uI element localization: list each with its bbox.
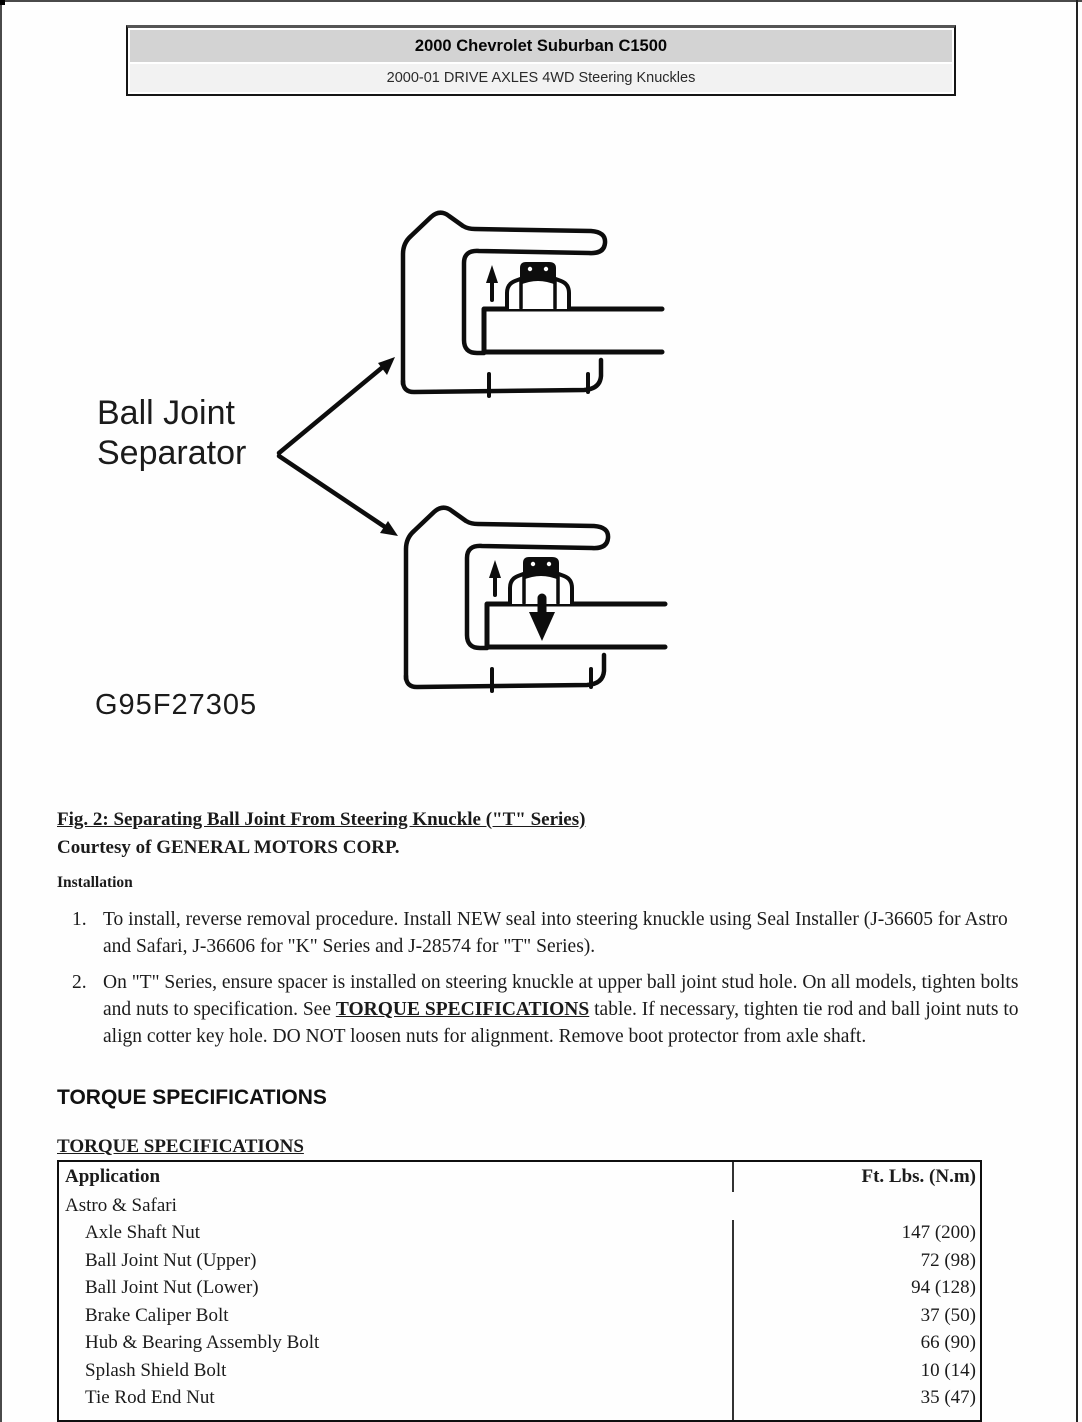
separator-arrow-upper <box>279 366 384 453</box>
corner-square <box>0 0 5 5</box>
table-row <box>59 1302 980 1330</box>
installation-steps <box>72 906 1037 1059</box>
column-header-application: Application <box>65 1166 161 1187</box>
installation-step-1 <box>72 906 1037 960</box>
table-row <box>59 1357 980 1385</box>
step-number: 1. <box>72 909 87 930</box>
ball-joint-nut <box>507 276 569 309</box>
up-arrow-head <box>486 265 498 283</box>
separator-arrow-lower-head <box>380 521 398 536</box>
table-row <box>59 1385 980 1413</box>
application-cell: Brake Caliper Bolt <box>85 1304 229 1326</box>
figure-caption: Fig. 2: Separating Ball Joint From Steering Knuckle ("T" Series) <box>57 809 586 830</box>
table-row <box>59 1330 980 1358</box>
installation-heading: Installation <box>57 874 133 891</box>
step-number: 2. <box>72 972 87 993</box>
application-cell: Axle Shaft Nut <box>85 1222 201 1244</box>
table-filler-row <box>59 1412 980 1422</box>
table-row <box>59 1220 980 1248</box>
figure-label-line2: Separator <box>97 434 247 472</box>
table-header-row <box>59 1162 980 1192</box>
vehicle-header-box <box>126 25 956 96</box>
page-border-right <box>1076 0 1078 1422</box>
figure-caption-block <box>57 806 585 862</box>
value-cell: 147 (200) <box>732 1220 980 1248</box>
table-row <box>59 1247 980 1275</box>
group-label: Astro & Safari <box>65 1194 177 1216</box>
torque-table-title: TORQUE SPECIFICATIONS <box>57 1136 304 1157</box>
separator-arrow-lower <box>279 456 388 529</box>
table-row <box>59 1275 980 1303</box>
column-header-ftlbs: Ft. Lbs. (N.m) <box>732 1162 980 1192</box>
vehicle-title: 2000 Chevrolet Suburban C1500 <box>130 30 952 62</box>
value-cell: 72 (98) <box>732 1247 980 1275</box>
value-cell: 37 (50) <box>732 1302 980 1330</box>
step-text <box>103 906 1037 960</box>
step-text <box>103 969 1037 1050</box>
figure-courtesy: Courtesy of GENERAL MOTORS CORP. <box>57 837 400 858</box>
separator-arrow-upper-head <box>378 357 395 375</box>
section-subtitle: 2000-01 DRIVE AXLES 4WD Steering Knuckles <box>130 64 952 92</box>
torque-specifications-link[interactable]: TORQUE SPECIFICATIONS <box>335 999 590 1020</box>
step-text-segment: On "T" Series, ensure spacer is installed on steering knuckle at upper ball joint stud hole. On all models, tighten bolts and nuts to specification. See <box>103 972 1019 1020</box>
torque-specifications-heading: TORQUE SPECIFICATIONS <box>57 1086 327 1109</box>
figure-drawing-code: G95F27305 <box>95 689 258 721</box>
value-cell: 10 (14) <box>732 1357 980 1385</box>
clamp-drawing-lower <box>406 508 665 691</box>
clamp-drawing-upper <box>403 213 662 396</box>
step-text-segment: table. If necessary, tighten tie rod and ball joint nuts to align cotter key hole. DO NOT loosen nuts for alignment. Remove boot protector from axle shaft. <box>103 999 1019 1047</box>
application-cell: Tie Rod End Nut <box>85 1387 215 1409</box>
application-cell: Ball Joint Nut (Upper) <box>85 1249 257 1271</box>
knuckle-arm <box>484 309 662 352</box>
page-border-left <box>0 0 2 1422</box>
value-cell: 94 (128) <box>732 1275 980 1303</box>
down-arrow-head <box>529 612 555 641</box>
stud-cap <box>520 262 556 285</box>
page-border-top <box>0 0 1082 2</box>
value-cell: 35 (47) <box>732 1385 980 1413</box>
figure-label-line1: Ball Joint <box>97 394 235 432</box>
installation-step-2 <box>72 969 1037 1050</box>
value-cell: 66 (90) <box>732 1330 980 1358</box>
application-cell: Splash Shield Bolt <box>85 1359 227 1381</box>
application-cell: Ball Joint Nut (Lower) <box>85 1277 259 1299</box>
application-cell: Hub & Bearing Assembly Bolt <box>85 1332 320 1354</box>
table-group-row <box>59 1192 980 1220</box>
step-text-segment: To install, reverse removal procedure. Install NEW seal into steering knuckle using Seal Installer (J-36605 for Astro and Safari, J-36606 for "K" Series and J-28574 for "T" Series). <box>103 909 1008 957</box>
torque-specifications-table <box>57 1160 982 1422</box>
